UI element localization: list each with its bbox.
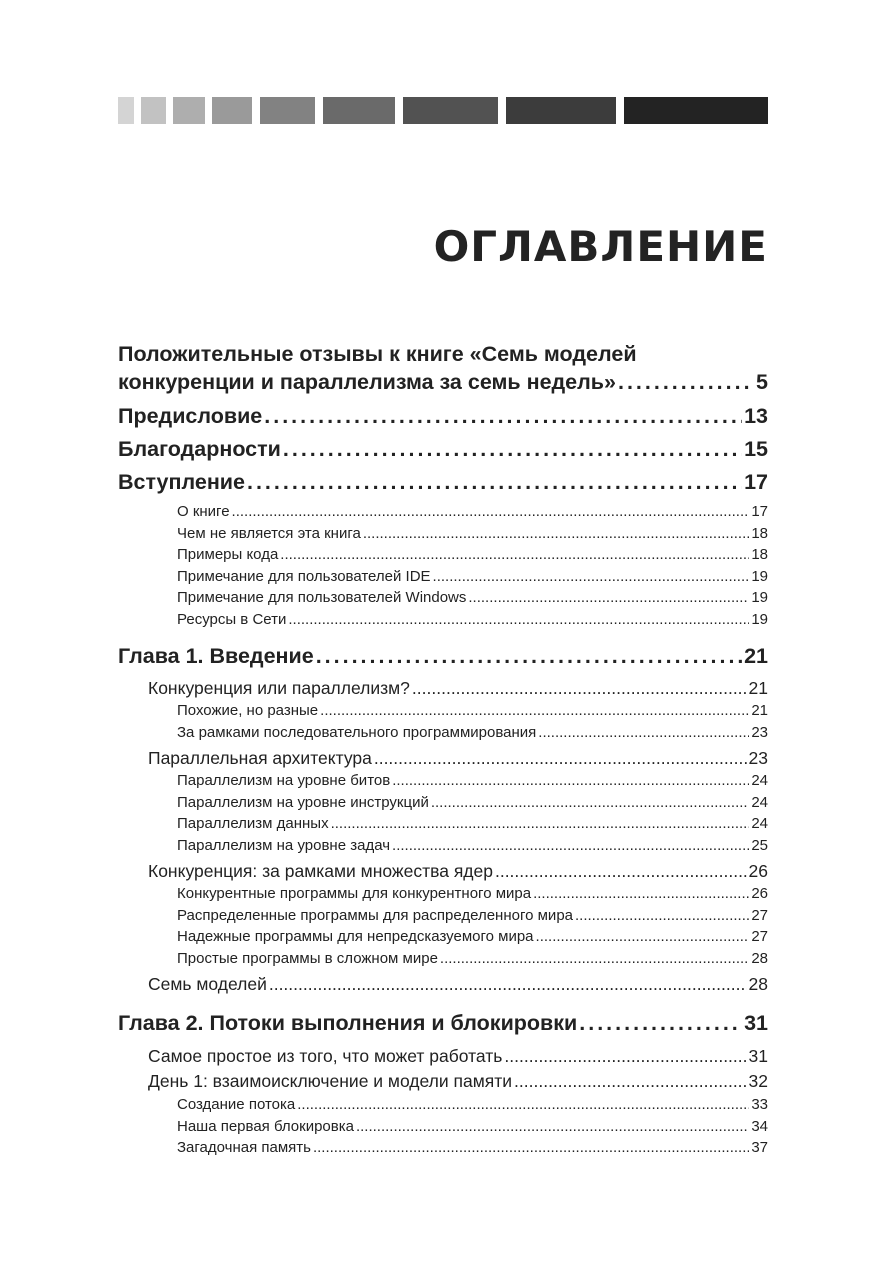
toc-entry[interactable] — [118, 609, 768, 631]
toc-entry[interactable] — [118, 587, 768, 609]
toc-dot-leader — [533, 883, 749, 905]
toc-dot-leader — [504, 1043, 746, 1069]
toc-page-number: 19 — [751, 589, 768, 606]
toc-entry[interactable] — [118, 1116, 768, 1138]
toc-entry[interactable] — [118, 368, 768, 396]
toc-page-number: 26 — [748, 861, 768, 881]
toc-dot-leader — [468, 587, 749, 609]
toc-entry-title: За рамками последовательного программирования — [177, 723, 537, 741]
header-bar — [141, 97, 166, 124]
toc-entry[interactable] — [118, 792, 768, 814]
toc-entry-title: Наша первая блокировка — [177, 1117, 354, 1135]
toc-entry-title: Параллелизм на уровне битов — [177, 772, 391, 789]
toc-dot-leader — [232, 501, 750, 523]
toc-entry[interactable] — [118, 1008, 768, 1038]
toc-dot-leader — [514, 1069, 747, 1094]
toc-entry-title: Предисловие — [118, 404, 263, 428]
toc-entry-title: Ресурсы в Сети — [177, 610, 287, 628]
toc-dot-leader — [374, 746, 747, 770]
toc-dot-leader — [297, 1094, 749, 1116]
toc-entry-title: Примечание для пользователей IDE — [177, 567, 431, 585]
toc-page-number: 13 — [744, 404, 768, 428]
toc-entry[interactable] — [118, 972, 768, 996]
header-bar — [118, 97, 134, 124]
toc-entry-title: Параллелизм на уровне инструкций — [177, 793, 429, 811]
toc-dot-leader — [264, 400, 742, 433]
toc-page-number: 24 — [751, 793, 768, 811]
toc-dot-leader — [392, 835, 749, 857]
toc-entry[interactable] — [118, 466, 768, 499]
toc-dot-leader — [431, 792, 749, 814]
toc-entry[interactable] — [118, 676, 768, 700]
toc-page-number: 21 — [748, 678, 768, 698]
toc-dot-leader — [280, 544, 749, 566]
toc-entry-title: Семь моделей — [148, 974, 267, 994]
toc-dot-leader — [495, 859, 747, 883]
toc-dot-leader — [538, 722, 749, 744]
toc-entry[interactable] — [118, 544, 768, 566]
toc-page-number: 28 — [748, 974, 768, 994]
toc-entry-title: Вступление — [118, 470, 245, 494]
toc-entry-title: Самое простое из того, что может работать — [148, 1046, 503, 1066]
toc-entry[interactable] — [118, 859, 768, 883]
toc-page-number: 21 — [744, 644, 768, 668]
toc-entry[interactable] — [118, 1137, 768, 1159]
toc-entry[interactable] — [118, 770, 768, 792]
toc-entry-title: Глава 2. Потоки выполнения и блокировки — [118, 1011, 578, 1035]
header-bar — [403, 97, 498, 124]
toc-page-number: 5 — [756, 370, 768, 394]
toc-dot-leader — [433, 566, 750, 588]
header-bar — [212, 97, 252, 124]
toc-entry[interactable] — [118, 433, 768, 466]
toc-entry-title: Конкурентные программы для конкурентного мира — [177, 885, 532, 902]
toc-dot-leader — [316, 642, 742, 670]
toc-entry-title: Благодарности — [118, 437, 281, 461]
toc-entry[interactable] — [118, 883, 768, 905]
toc-entry-title: Надежные программы для непредсказуемого мира — [177, 928, 534, 945]
toc-entry[interactable] — [118, 340, 768, 368]
toc-entry-title: Распределенные программы для распределенного мира — [177, 906, 573, 924]
toc-dot-leader — [288, 609, 749, 631]
toc-entry[interactable] — [118, 642, 768, 670]
toc-entry[interactable] — [118, 566, 768, 588]
toc-page-number: 28 — [751, 949, 768, 967]
toc-dot-leader — [536, 926, 750, 948]
toc-entry-title: Чем не является эта книга — [177, 524, 361, 542]
header-bar — [173, 97, 205, 124]
toc-entry[interactable] — [118, 835, 768, 857]
table-of-contents — [118, 340, 768, 1159]
toc-dot-leader — [412, 676, 747, 700]
toc-page-number: 18 — [751, 524, 768, 542]
toc-entry[interactable] — [118, 501, 768, 523]
toc-dot-leader — [320, 700, 749, 722]
toc-dot-leader — [575, 905, 749, 927]
toc-dot-leader — [269, 972, 747, 996]
toc-entry[interactable] — [118, 400, 768, 433]
toc-page-number: 23 — [751, 723, 768, 741]
toc-entry-title: Глава 1. Введение — [118, 644, 314, 668]
header-bar — [323, 97, 395, 124]
toc-page-number: 27 — [751, 928, 768, 945]
toc-entry[interactable] — [118, 746, 768, 770]
toc-entry-title: Конкуренция или параллелизм? — [148, 678, 410, 698]
toc-entry-title: Простые программы в сложном мире — [177, 949, 438, 967]
toc-page-number: 17 — [751, 503, 768, 520]
toc-page-number: 25 — [751, 836, 768, 854]
toc-entry-title: День 1: взаимоисключение и модели памяти — [148, 1071, 513, 1091]
toc-page-number: 23 — [748, 748, 768, 768]
header-bar — [506, 97, 616, 124]
toc-entry[interactable] — [118, 948, 768, 970]
toc-page-number: 19 — [751, 610, 768, 628]
toc-page-number: 31 — [744, 1011, 768, 1035]
toc-dot-leader — [313, 1137, 749, 1159]
toc-page-number: 17 — [744, 470, 768, 494]
header-bars — [118, 97, 768, 124]
toc-entry[interactable] — [118, 905, 768, 927]
toc-page-number: 37 — [751, 1139, 768, 1156]
toc-entry[interactable] — [118, 813, 768, 835]
page-title: ОГЛАВЛЕНИЕ — [433, 222, 768, 271]
toc-page-number: 24 — [751, 815, 768, 832]
toc-entry-title: Примечание для пользователей Windows — [177, 589, 467, 606]
header-bar — [260, 97, 315, 124]
toc-entry[interactable] — [118, 523, 768, 545]
toc-page-number: 27 — [751, 906, 768, 924]
toc-page-number: 19 — [751, 567, 768, 585]
toc-dot-leader — [247, 466, 742, 499]
toc-page-number: 31 — [748, 1046, 768, 1066]
toc-entry-title: Похожие, но разные — [177, 702, 319, 719]
toc-page-number: 15 — [744, 437, 768, 461]
toc-page-number: 26 — [751, 885, 768, 902]
toc-entry[interactable] — [118, 1069, 768, 1094]
toc-dot-leader — [283, 433, 742, 466]
toc-entry[interactable] — [118, 700, 768, 722]
header-bar — [624, 97, 768, 124]
toc-dot-leader — [392, 770, 749, 792]
toc-entry-title: Примеры кода — [177, 546, 279, 563]
toc-dot-leader — [440, 948, 749, 970]
toc-page-number: 32 — [748, 1071, 768, 1091]
toc-page-number: 34 — [751, 1117, 768, 1135]
toc-entry-title: Создание потока — [177, 1096, 296, 1113]
toc-entry[interactable] — [118, 926, 768, 948]
toc-dot-leader — [331, 813, 750, 835]
toc-entry-title: О книге — [177, 503, 230, 520]
toc-page-number: 18 — [751, 546, 768, 563]
toc-page-number: 24 — [751, 772, 768, 789]
toc-entry-title: конкуренции и параллелизма за семь недель» — [118, 370, 616, 394]
toc-dot-leader — [356, 1116, 749, 1138]
toc-entry[interactable] — [118, 1094, 768, 1116]
toc-entry-title: Параллелизм на уровне задач — [177, 836, 391, 854]
toc-dot-leader — [363, 523, 749, 545]
toc-entry-title: Параллелизм данных — [177, 815, 329, 832]
toc-entry[interactable] — [118, 722, 768, 744]
toc-entry-title: Загадочная память — [177, 1139, 311, 1156]
toc-page-number: 21 — [751, 702, 768, 719]
toc-dot-leader — [579, 1008, 742, 1038]
toc-page-number: 33 — [751, 1096, 768, 1113]
toc-entry[interactable] — [118, 1043, 768, 1069]
toc-entry-title: Положительные отзывы к книге «Семь моделей — [118, 342, 637, 366]
toc-entry-title: Параллельная архитектура — [148, 748, 372, 768]
toc-dot-leader — [618, 368, 754, 396]
toc-entry-title: Конкуренция: за рамками множества ядер — [148, 861, 493, 881]
